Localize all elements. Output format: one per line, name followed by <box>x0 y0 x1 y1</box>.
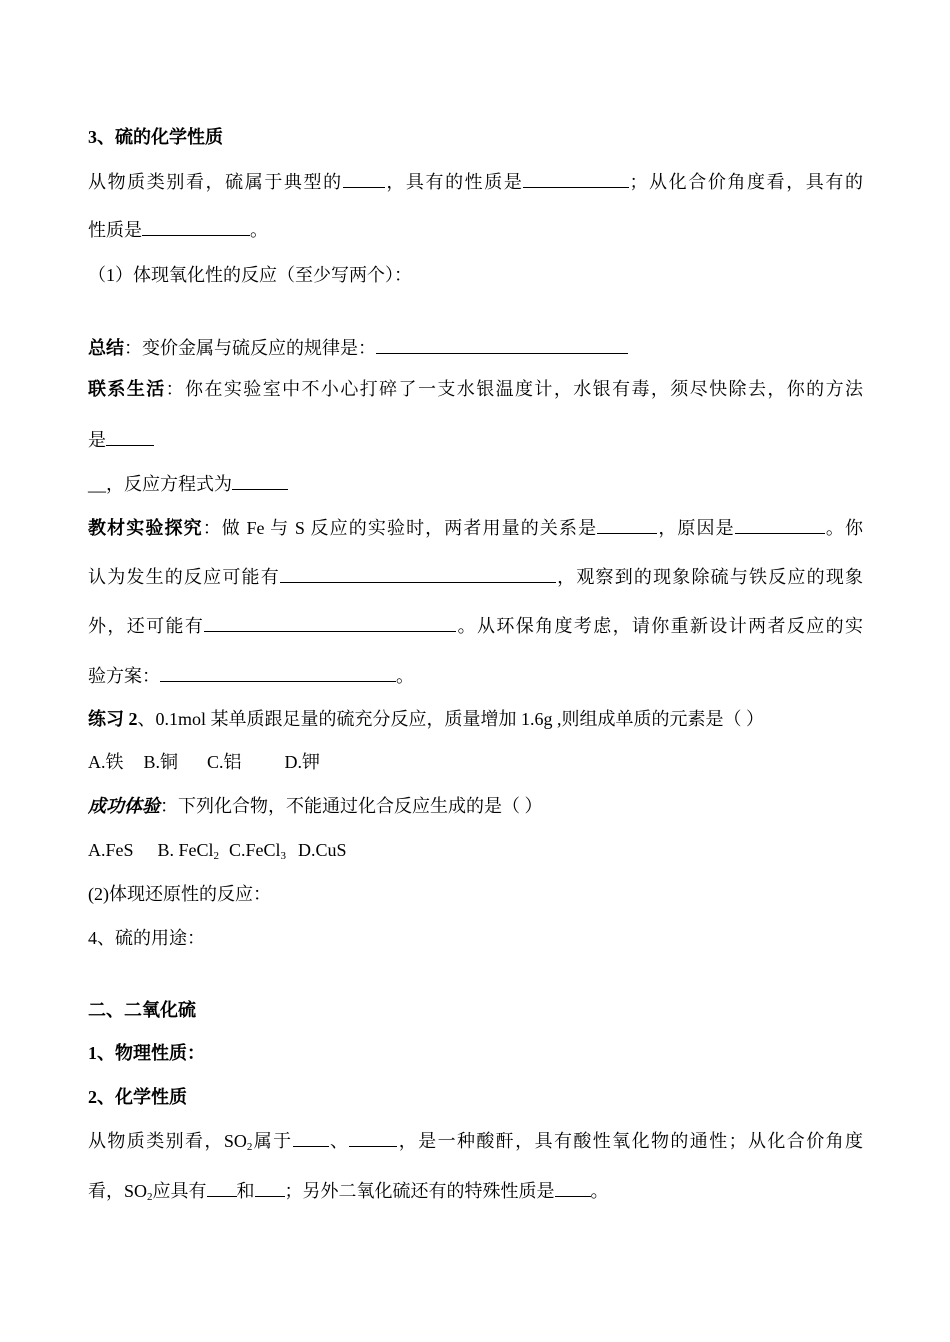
option-b[interactable]: B. FeCl$_2$ <box>157 840 220 862</box>
experiment-line1: 教材实验探究：做 Fe 与 S 反应的实验时，两者用量的关系是 ，原因是 。你 <box>88 515 863 540</box>
answer-blank[interactable] <box>160 663 396 682</box>
success-options <box>88 838 863 862</box>
so2-paragraph-line1: 从物质类别看，$SO_2$属于 、 ，是一种酸酐，具有酸性氧化物的通性；从化合价角度 <box>88 1128 863 1153</box>
summary-line: 总结：变价金属与硫反应的规律是： <box>88 335 863 360</box>
answer-blank[interactable] <box>106 427 154 446</box>
exercise-2-question: 练习 2、0.1mol 某单质跟足量的硫充分反应，质量增加 1.6g ,则组成单质的元素是（ ） <box>88 709 764 729</box>
question-2-reduction: (2)体现还原性的反应： <box>88 884 271 904</box>
answer-blank[interactable] <box>735 515 825 534</box>
option-b[interactable]: B.铜 <box>143 752 179 772</box>
option-d[interactable]: D.钾 <box>284 752 321 772</box>
answer-blank[interactable] <box>280 564 556 583</box>
section-4-uses: 4、硫的用途： <box>88 928 205 948</box>
life-connection-line1: 联系生活：你在实验室中不小心打碎了一支水银温度计，水银有毒，须尽快除去，你的方法 <box>88 379 863 399</box>
experiment-line2: 认为发生的反应可能有 ，观察到的现象除硫与铁反应的现象 <box>88 564 863 589</box>
exercise-2-options <box>88 750 863 774</box>
answer-blank[interactable] <box>232 471 288 490</box>
option-a[interactable]: A.铁 <box>88 752 124 772</box>
answer-blank[interactable] <box>597 515 657 534</box>
answer-blank[interactable] <box>349 1128 397 1147</box>
answer-blank[interactable] <box>255 1178 285 1197</box>
answer-blank[interactable] <box>204 613 456 632</box>
so2-chemical-properties: 2、化学性质 <box>88 1087 187 1107</box>
answer-blank[interactable] <box>142 217 250 236</box>
answer-blank[interactable] <box>343 169 385 188</box>
answer-blank[interactable] <box>523 169 629 188</box>
option-a[interactable]: A.FeS <box>88 840 134 860</box>
question-1-oxidation: （1）体现氧化性的反应（至少写两个）： <box>88 265 412 285</box>
experiment-line4: 验方案： 。 <box>88 663 863 688</box>
section-3-paragraph-line1: 从物质类别看，硫属于典型的 ，具有的性质是 ；从化合价角度看，具有的 <box>88 169 863 194</box>
answer-blank[interactable] <box>207 1178 237 1197</box>
option-c[interactable]: C.FeCl$_3$ <box>229 840 287 862</box>
answer-blank[interactable] <box>293 1128 329 1147</box>
option-d[interactable]: D.CuS <box>298 840 347 860</box>
answer-blank[interactable] <box>555 1178 591 1197</box>
sulfur-dioxide-heading: 二、二氧化硫 <box>88 1000 196 1020</box>
answer-blank[interactable] <box>376 335 628 354</box>
life-connection-line3: __，反应方程式为 <box>88 471 863 496</box>
life-connection-line2: 是 <box>88 427 863 452</box>
success-question: 成功体验：下列化合物，不能通过化合反应生成的是（ ） <box>88 796 543 816</box>
so2-physical-properties: 1、物理性质： <box>88 1043 205 1063</box>
option-c[interactable]: C.铝 <box>207 752 242 772</box>
so2-paragraph-line2: 看，$SO_2$应具有 和 ；另外二氧化硫还有的特殊性质是 。 <box>88 1178 863 1203</box>
section-3-heading: 3、硫的化学性质 <box>88 127 223 147</box>
experiment-line3: 外，还可能有 。从环保角度考虑，请你重新设计两者反应的实 <box>88 613 863 638</box>
section-3-paragraph-line2: 性质是 。 <box>88 217 863 242</box>
